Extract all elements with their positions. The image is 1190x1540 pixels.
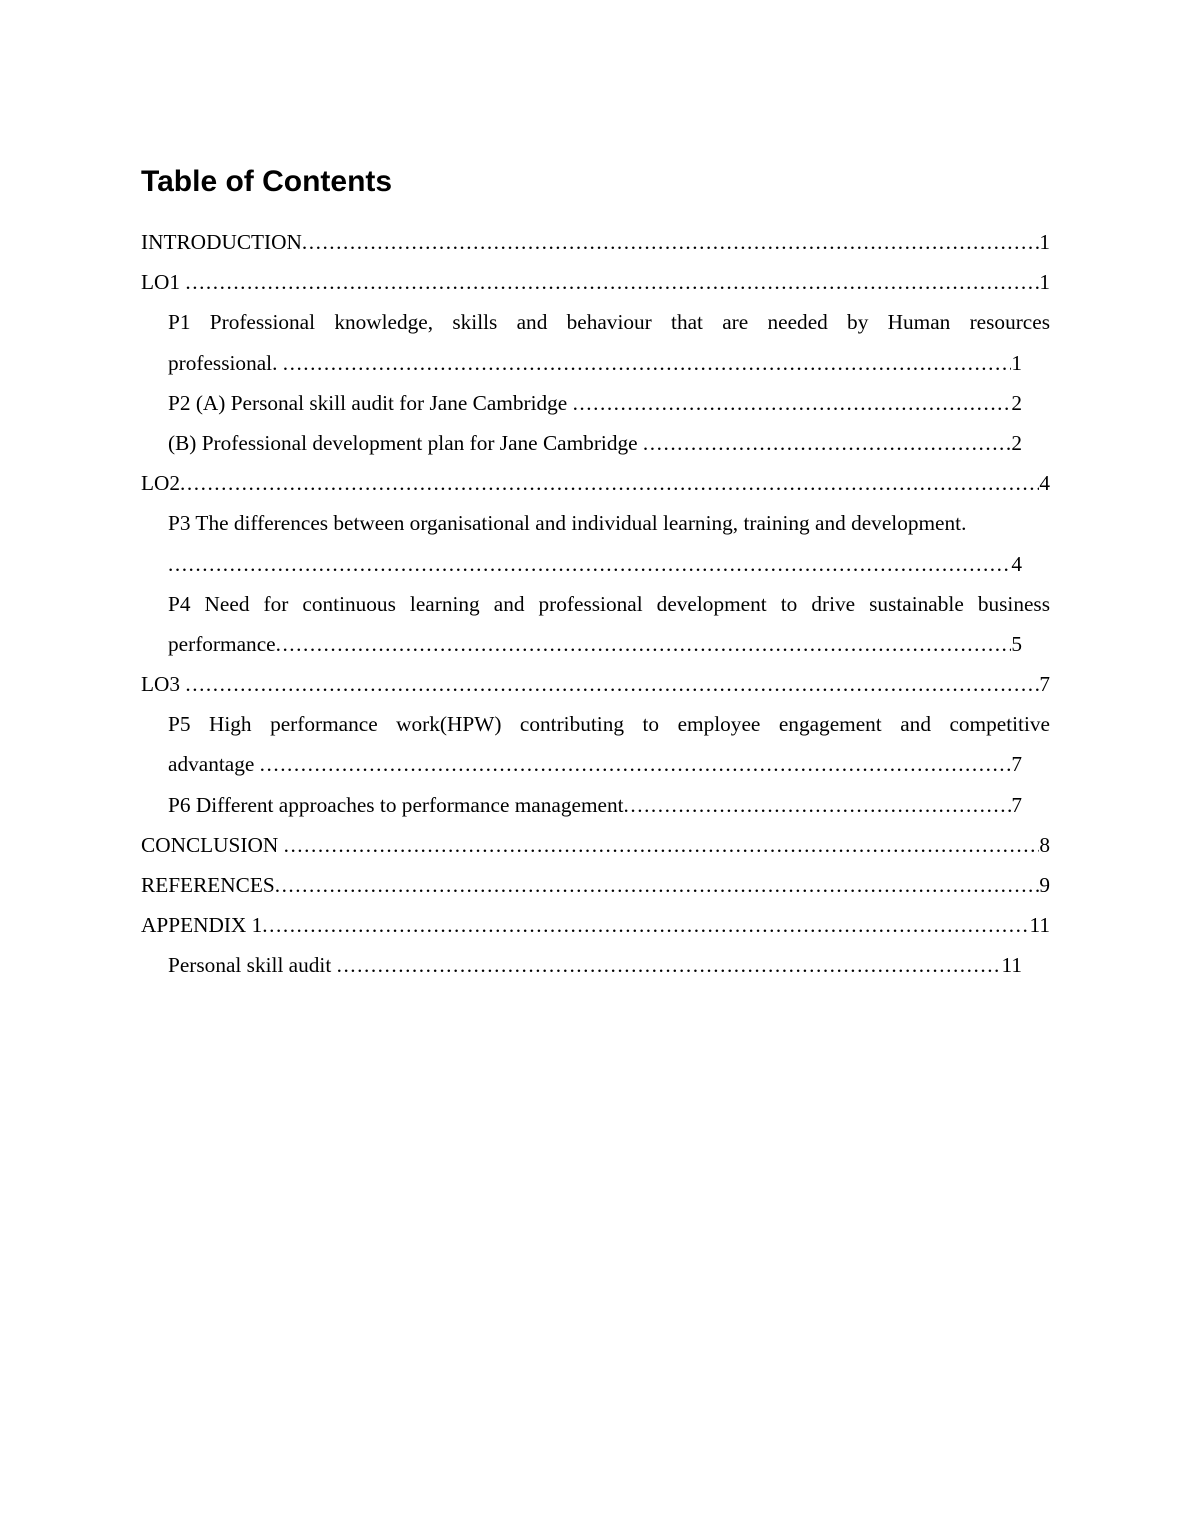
toc-entry-text-line1: P4 Need for continuous learning and professional development to drive sustainable business (168, 591, 1050, 616)
toc-entry-text: LO3 (141, 672, 186, 697)
table-of-contents (141, 222, 1050, 986)
toc-entry-lo1[interactable] (141, 262, 1050, 302)
toc-entry-text: INTRODUCTION (141, 230, 302, 254)
toc-entry-lo2[interactable] (141, 463, 1050, 503)
toc-entry-text: CONCLUSION (141, 832, 284, 857)
toc-entry-lo3[interactable] (141, 664, 1050, 704)
toc-entry-conclusion[interactable] (141, 825, 1050, 865)
dot-leader (185, 262, 1039, 302)
toc-entry-text: REFERENCES (141, 873, 275, 898)
toc-page-number: 1 (1039, 230, 1050, 254)
toc-page-number: 4 (1011, 551, 1022, 576)
dot-leader (283, 343, 1012, 383)
toc-entry-p1[interactable] (168, 302, 1050, 382)
toc-entry-text-line1: P5 High performance work(HPW) contributing to employee engagement and competitive (168, 712, 1050, 737)
toc-page-number: 7 (1011, 792, 1022, 817)
toc-page-number: 1 (1011, 350, 1022, 375)
dot-leader (276, 624, 1012, 664)
dot-leader (260, 744, 1012, 784)
toc-entry-introduction[interactable] (141, 222, 1050, 262)
toc-entry-references[interactable] (141, 865, 1050, 905)
toc-title: Table of Contents (141, 165, 393, 198)
dot-leader (185, 664, 1039, 704)
dot-leader (643, 423, 1011, 463)
toc-page-number: 1 (1039, 270, 1050, 295)
toc-entry-p3[interactable] (168, 503, 1050, 583)
toc-entry-text: APPENDIX 1 (141, 913, 263, 938)
toc-entry-text: P2 (A) Personal skill audit for Jane Cambridge (168, 390, 573, 415)
toc-page-number: 7 (1039, 672, 1050, 697)
dot-leader (262, 905, 1029, 945)
dot-leader (302, 222, 1039, 262)
toc-page-number: 9 (1039, 873, 1050, 898)
dot-leader (284, 825, 1040, 865)
toc-entry-p4[interactable] (168, 584, 1050, 664)
toc-page-number: 11 (1001, 953, 1022, 978)
toc-entry-text-line2: professional. (168, 350, 283, 375)
toc-page-number: 11 (1029, 913, 1050, 938)
toc-page-number: 7 (1011, 752, 1022, 777)
toc-entry-p6[interactable] (168, 785, 1022, 825)
dot-leader (168, 544, 1011, 584)
toc-entry-text: P6 Different approaches to performance management (168, 792, 624, 817)
toc-page-number: 5 (1011, 631, 1022, 656)
toc-entry-p2[interactable] (168, 383, 1022, 423)
toc-entry-appendix-1[interactable] (141, 905, 1050, 945)
dot-leader (337, 945, 1002, 985)
toc-entry-p2b[interactable] (168, 423, 1022, 463)
toc-page-number: 4 (1039, 471, 1050, 496)
dot-leader (275, 865, 1040, 905)
toc-entry-text: Personal skill audit (168, 953, 337, 978)
toc-entry-text-line1: P1 Professional knowledge, skills and behaviour that are needed by Human resources (168, 310, 1050, 335)
toc-entry-text: LO1 (141, 270, 186, 295)
toc-entry-personal-skill-audit[interactable] (168, 945, 1022, 985)
toc-entry-text: (B) Professional development plan for Jane Cambridge (168, 430, 643, 455)
dot-leader (180, 463, 1039, 503)
dot-leader (624, 785, 1012, 825)
dot-leader (573, 383, 1012, 423)
toc-page-number: 2 (1011, 430, 1022, 455)
toc-entry-p5[interactable] (168, 704, 1050, 784)
toc-entry-text-line2: performance (168, 631, 276, 656)
toc-entry-text: LO2 (141, 471, 181, 496)
toc-page-number: 2 (1011, 390, 1022, 415)
toc-page-number: 8 (1039, 832, 1050, 857)
toc-entry-text-line2: advantage (168, 752, 260, 777)
toc-entry-text-line1: P3 The differences between organisational and individual learning, training and development. (168, 511, 967, 536)
